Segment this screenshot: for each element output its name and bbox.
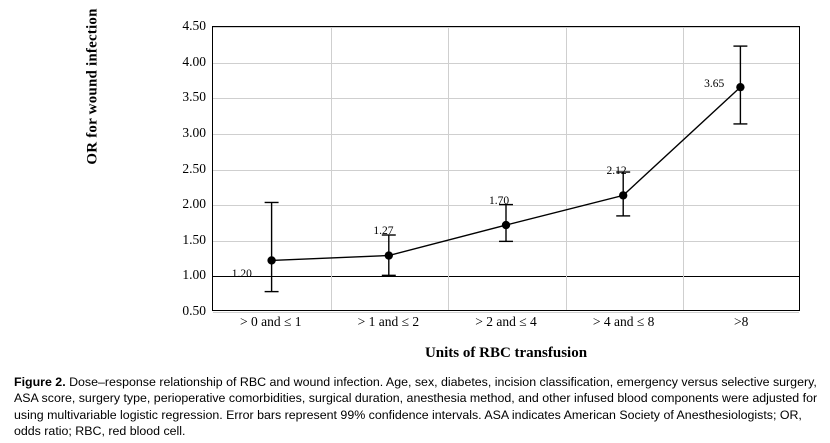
- x-tick-label: > 2 and ≤ 4: [475, 314, 537, 329]
- y-tick-label: 0.50: [182, 303, 206, 318]
- plot-area: [212, 26, 800, 311]
- gridline: [213, 312, 799, 313]
- x-tick-label: >8: [734, 314, 749, 329]
- data-point-marker: [502, 221, 510, 229]
- y-tick-label: 3.50: [182, 89, 206, 105]
- y-axis-tick-labels: [158, 18, 206, 318]
- y-tick-label: 2.00: [182, 196, 206, 212]
- figure-caption-label: Figure 2.: [14, 375, 66, 389]
- data-point-marker: [619, 191, 627, 199]
- data-point-marker: [267, 256, 275, 264]
- y-tick-label: 4.00: [182, 53, 206, 69]
- x-tick-label: > 4 and ≤ 8: [592, 314, 655, 329]
- y-tick-label: 1.00: [182, 267, 206, 283]
- y-axis-title: OR for wound infection: [84, 8, 101, 165]
- data-point-marker: [385, 251, 393, 259]
- data-point-marker: [736, 83, 744, 91]
- data-point-label: 1.20: [231, 268, 252, 281]
- series-layer: [213, 27, 799, 310]
- y-tick-label: 3.00: [182, 124, 206, 140]
- data-point-label: 1.70: [488, 194, 510, 207]
- y-tick-label: 1.50: [182, 231, 206, 247]
- y-tick-label: 2.50: [182, 160, 206, 176]
- x-tick-label: > 0 and ≤ 1: [240, 314, 302, 329]
- error-bar: [265, 202, 279, 291]
- y-tick-label: 4.50: [182, 18, 206, 33]
- figure-caption-text: Dose–response relationship of RBC and wound infection. Age, sex, diabetes, incision classification, emergency versus selective surgery, ASA score, surgery type, perioperative comorbidities, surgical duration, anesthesia method, and other infused blood components were adjusted for using multivariable logistic regression. Error bars represent 99% confidence intervals. ASA indicates American Society of Anesthesiologists; OR, odds ratio; RBC, red blood cell.: [14, 375, 818, 439]
- x-axis-tick-labels: [212, 314, 800, 338]
- data-point-label: 1.27: [373, 225, 394, 238]
- data-point-label: 3.65: [704, 77, 725, 90]
- data-point-label: 2.12: [606, 164, 627, 177]
- x-axis-title: Units of RBC transfusion: [424, 345, 588, 361]
- x-tick-label: > 1 and ≤ 2: [357, 314, 420, 329]
- figure-caption: [14, 374, 818, 440]
